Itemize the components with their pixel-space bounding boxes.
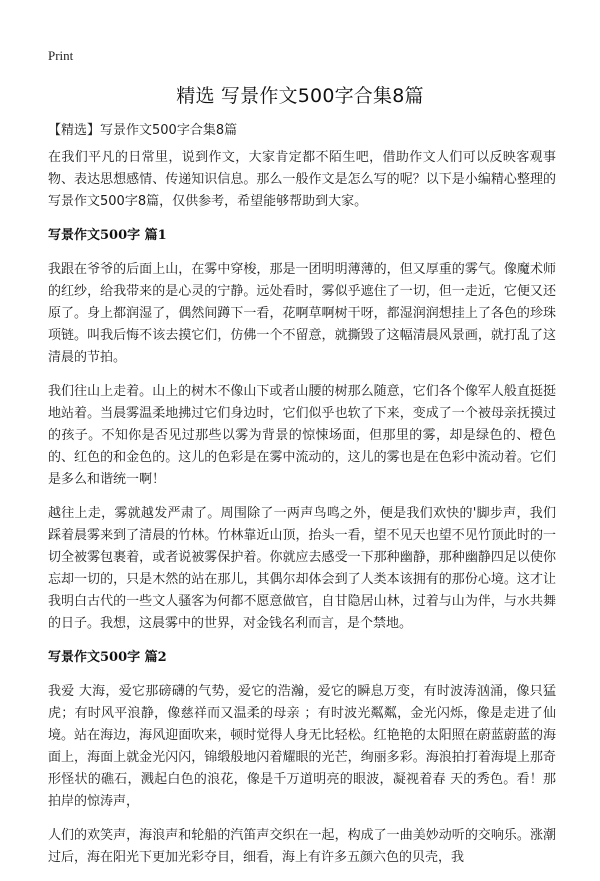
section-heading-1: 写景作文500字 篇1	[48, 228, 167, 243]
intro-paragraph: 在我们平凡的日常里，说到作文，大家肯定都不陌生吧，借助作文人们可以反映客观事物、表达思想感情、传递知识信息。那么一般作文是怎么写的呢？以下是小编精心整理的写景作文500字8篇，仅供参考，希望能够帮助到大家。	[48, 150, 556, 209]
page-title: 精选 写景作文500字合集8篇	[176, 85, 424, 107]
paragraph: 我们往山上走着。山上的树木不像山下或者山腰的树那么随意，它们各个像军人般直挺挺地站着。当晨雾温柔地拂过它们身边时，它们似乎也软了下来，变成了一个被母亲抚摸过的孩子。不知你是否见过那些以雾为背景的惊悚场面，但那里的雾，却是绿色的、橙色的、红色的和金色的。这儿的色彩是在雾中流动的，这儿的雾也是在色彩中流动着。它们是多么和谐统一啊！	[48, 384, 556, 487]
paragraph: 我跟在爷爷的后面上山，在雾中穿梭，那是一团明明薄薄的，但又厚重的雾气。像魔术师的红纱，给我带来的是心灵的宁静。远处看时，雾似乎遮住了一切，但一走近，它便又还原了。身上都润湿了，偶然间蹲下一看，花啊草啊树干呀，都湿润润想挂上了各色的珍珠项链。叫我后悔不该去摸它们，仿佛一个不留意，就撕毁了这幅清晨风景画，就打乱了这清晨的节拍。	[48, 262, 556, 365]
document-body	[48, 147, 556, 881]
section-heading-2: 写景作文500字 篇2	[48, 650, 167, 665]
paragraph: 越往上走，雾就越发严肃了。周围除了一两声鸟鸣之外，便是我们欢快的'脚步声，我们踩着晨雾来到了清晨的竹林。竹林靠近山顶，抬头一看，望不见天也望不见竹顶此时的一切全被雾包裹着，或者说被雾保护着。你就应去感受一下那种幽静，那种幽静四足以使你忘却一切的，只是木然的站在那儿，其偶尔却体会到了人类本该拥有的那份心境。这才让我明白古代的一些文人骚客为何都不愿意做官，自甘隐居山林，过着与山为伴，与水共舞的日子。我想，这晨雾中的世界，对金钱名利而言，是个禁地。	[48, 506, 556, 631]
paragraph: 我爱 大海，爱它那磅礴的气势，爱它的浩瀚，爱它的瞬息万变，有时波涛汹涌，像只猛虎；有时风平浪静，像慈祥而又温柔的母亲 ；有时波光粼粼，金光闪烁，像是走进了仙境。站在海边，海风迎面吹来，顿时觉得人身无比轻松。红艳艳的太阳照在蔚蓝蔚蓝的海面上，海面上就金光闪闪，锦缎般地闪着耀眼的光芒，绚丽多彩。海浪拍打着海堤上那奇形怪状的礁石，溅起白色的浪花，像是千万道明亮的眼波，凝视着春 天的秀色。看！那拍岸的惊涛声，	[48, 684, 556, 809]
print-label: Print	[48, 48, 74, 63]
paragraph: 人们的欢笑声，海浪声和轮船的汽笛声交织在一起，构成了一曲美妙动听的交响乐。涨潮过后，海在阳光下更加光彩夺目，细看，海上有许多五颜六色的贝壳，我	[48, 828, 556, 865]
page-subtitle: 【精选】写景作文500字合集8篇	[48, 123, 238, 138]
